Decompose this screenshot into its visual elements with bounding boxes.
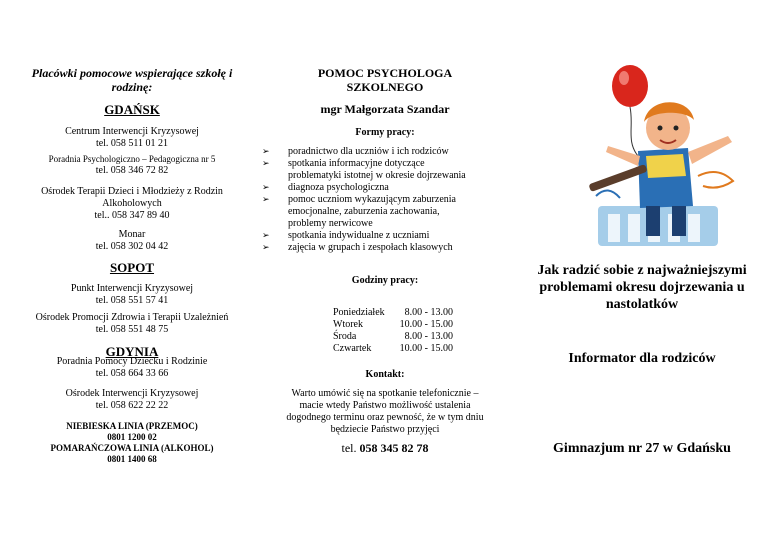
hotline-orange-label: POMARAŃCZOWA LINIA (ALKOHOL) [50,443,214,453]
entry-name: Centrum Interwencji Kryzysowej [65,126,199,137]
hours-row [333,331,463,343]
brochure-title: Jak radzić sobie z najważniejszymi problemami okresu dojrzewania u nastolatków [537,263,747,312]
list-item [262,146,480,158]
list-item-text: zajęcia w grupach i zespołach klasowych [288,242,453,253]
hotline-blue-label: NIEBIESKA LINIA (PRZEMOC) [66,421,198,431]
phone-prefix: tel. [341,441,357,455]
hours-time: 8.00 - 13.00 [404,307,453,318]
list-item [262,182,480,194]
city-gdansk: GDAŃSK [104,102,160,117]
forms-heading: Formy pracy: [355,127,415,138]
entry-phone: tel. 058 664 33 66 [95,368,169,379]
hotline-blue-number: 0801 1200 02 [107,432,157,442]
contact-text: Warto umówić się na spotkanie telefonicznie – macie wtedy Państwo możliwość ustalenia dogodnego terminu oraz pewność, że w tym dniu będziecie Państwo przyjęci [286,388,484,435]
hours-heading: Godziny pracy: [351,275,419,286]
hotlines [22,421,242,465]
list-item [262,194,480,230]
list-item-text: poradnictwo dla uczniów i ich rodziców [288,146,449,157]
illustration-svg [568,56,758,256]
hours-row [333,343,463,355]
brochure-subtitle: Informator dla rodziców [568,351,716,366]
entry-phone: tel. 058 302 04 42 [95,241,169,252]
hotline-orange-number: 0801 1400 68 [107,454,157,464]
city-gdynia: GDYNIA [105,344,159,359]
hours-day: Wtorek [333,319,363,330]
gdansk-entry-2 [22,154,242,177]
arrow-bullet-icon: ➢ [262,147,270,157]
entry-name: Monar [118,229,146,240]
hours-day: Poniedziałek [333,307,385,318]
school-name: Gimnazjum nr 27 w Gdańsku [553,441,731,456]
entry-name: Poradnia Psychologiczno – Pedagogiczna nr 5 [48,154,216,164]
arrow-bullet-icon: ➢ [262,243,270,253]
contact-heading: Kontakt: [365,369,405,380]
forms-list [262,146,480,254]
entry-name-cont: Alkoholowych [102,198,162,209]
arrow-bullet-icon: ➢ [262,195,270,205]
entry-phone: tel. 058 346 72 82 [95,165,169,176]
entry-name: Punkt Interwencji Kryzysowej [70,283,194,294]
phone-number: 058 345 82 78 [359,441,429,455]
hours-row [333,319,463,331]
list-item [262,230,480,242]
entry-name: Ośrodek Terapii Dzieci i Młodzieży z Rodzin [41,186,223,197]
psychologist-name: mgr Małgorzata Szandar [320,102,450,116]
gdynia-entry-1 [22,356,242,380]
teenager-with-balloon-illustration [568,56,758,256]
entry-phone: tel. 058 551 48 75 [95,324,169,335]
arrow-bullet-icon: ➢ [262,231,270,241]
entry-phone: tel.. 058 347 89 40 [94,210,170,221]
sopot-entry-1 [22,283,242,307]
hours-time: 10.00 - 15.00 [399,319,453,330]
arrow-bullet-icon: ➢ [262,159,270,169]
entry-phone: tel. 058 551 57 41 [95,295,169,306]
gdansk-entry-1 [22,126,242,150]
hours-day: Czwartek [333,343,372,354]
entry-name: Ośrodek Interwencji Kryzysowej [65,388,199,399]
left-heading: Placówki pomocowe wspierające szkołę i rodzinę: [31,66,233,94]
hours-row [333,307,463,319]
contact-phone [280,441,490,455]
arrow-bullet-icon: ➢ [262,183,270,193]
entry-phone: tel. 058 511 01 21 [95,138,169,149]
title-line-2: SZKOLNEGO [346,80,424,94]
hours-time: 10.00 - 15.00 [399,343,453,354]
gdynia-entry-2 [22,388,242,412]
list-item-text: pomoc uczniom wykazującym zaburzenia emocjonalne, zaburzenia zachowania, problemy nerwicowe [288,194,456,229]
gdansk-entry-3 [22,186,242,222]
list-item [262,242,480,254]
list-item [262,158,480,182]
middle-title [280,66,490,94]
list-item-text: spotkania informacyjne dotyczące problematyki istotnej w okresie dojrzewania [288,158,466,181]
entry-name: Poradnia Pomocy Dziecku i Rodzinie [56,356,208,367]
city-sopot: SOPOT [109,260,155,275]
title-line-1: POMOC PSYCHOLOGA [317,66,453,80]
hours-table [333,307,463,355]
hours-time: 8.00 - 13.00 [404,331,453,342]
entry-phone: tel. 058 622 22 22 [95,400,169,411]
hours-day: Środa [333,331,357,342]
gdansk-entry-4 [22,229,242,253]
list-item-text: diagnoza psychologiczna [288,182,389,193]
entry-name: Ośrodek Promocji Zdrowia i Terapii Uzależnień [35,312,229,323]
list-item-text: spotkania indywidualne z uczniami [288,230,430,241]
sopot-entry-2 [22,312,242,336]
